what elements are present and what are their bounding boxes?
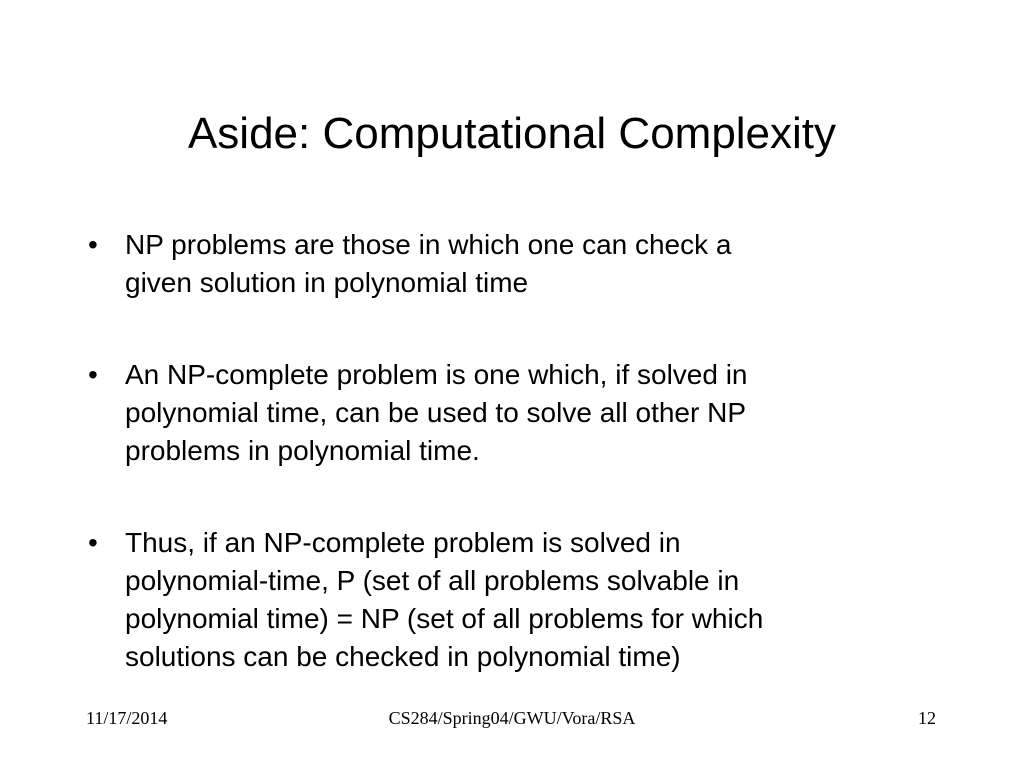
bullet-text-line: polynomial time, can be used to solve all other NP (125, 397, 746, 428)
bullet-marker: • (88, 359, 98, 390)
footer-page-number: 12 (918, 708, 936, 728)
bullet-list (88, 226, 928, 730)
bullet-text-line: given solution in polynomial time (125, 267, 529, 298)
slide-title: Aside: Computational Complexity (187, 109, 837, 158)
bullet-marker: • (88, 527, 98, 558)
bullet-text-line: NP problems are those in which one can check a (125, 229, 732, 260)
bullet-text-line: solutions can be checked in polynomial time) (125, 641, 681, 672)
bullet-text-line: polynomial time) = NP (set of all problems for which (125, 603, 764, 634)
bullet-text-line: An NP-complete problem is one which, if solved in (125, 359, 748, 390)
bullet-text-line: polynomial-time, P (set of all problems solvable in (125, 565, 740, 596)
bullet-item (88, 524, 928, 676)
bullet-item (88, 356, 928, 470)
footer-course: CS284/Spring04/GWU/Vora/RSA (388, 708, 636, 728)
bullet-text-line: problems in polynomial time. (125, 435, 480, 466)
footer-date: 11/17/2014 (86, 708, 168, 728)
bullet-item (88, 226, 928, 302)
bullet-text-line: Thus, if an NP-complete problem is solved in (125, 527, 681, 558)
bullet-marker: • (88, 229, 98, 260)
